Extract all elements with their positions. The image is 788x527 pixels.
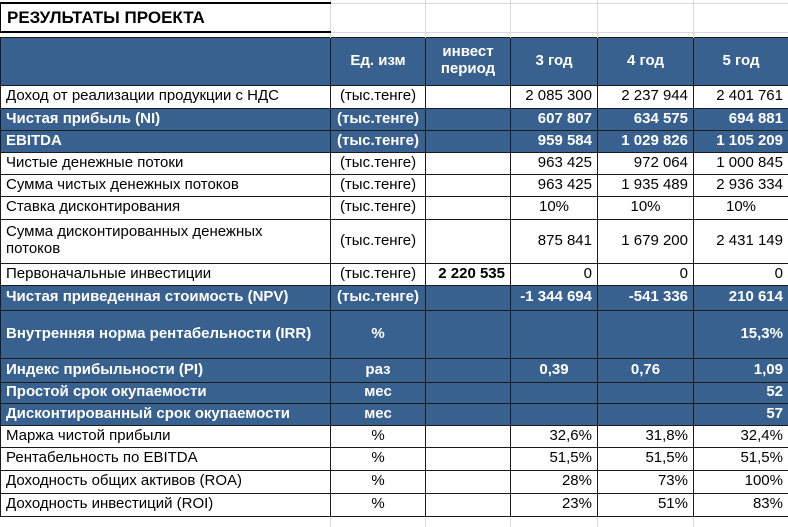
- cell-year4[interactable]: 972 064: [598, 152, 694, 174]
- page-title[interactable]: РЕЗУЛЬТАТЫ ПРОЕКТА: [1, 3, 331, 32]
- cell-year3[interactable]: 963 425: [511, 152, 598, 174]
- empty-cell[interactable]: [694, 516, 788, 527]
- cell-year5[interactable]: 1 105 209: [694, 130, 788, 152]
- cell-year3[interactable]: 32,6%: [511, 425, 598, 447]
- bottom-partial-row: [1, 516, 788, 527]
- cell-invest-period[interactable]: [426, 493, 511, 516]
- cell-unit[interactable]: (тыс.тенге): [331, 263, 426, 285]
- table-row: [1, 493, 788, 516]
- cell-year3[interactable]: 963 425: [511, 174, 598, 196]
- row-label[interactable]: Внутренняя норма рентабельности (IRR): [1, 310, 331, 358]
- cell-year4[interactable]: [598, 310, 694, 358]
- cell-unit[interactable]: (тыс.тенге): [331, 108, 426, 130]
- table-row: [1, 403, 788, 425]
- cell-year4[interactable]: 0,76: [598, 358, 694, 382]
- table-row: [1, 358, 788, 382]
- cell-year4[interactable]: 51,5%: [598, 447, 694, 470]
- empty-cell[interactable]: [694, 3, 788, 32]
- table-row: [1, 447, 788, 470]
- cell-unit[interactable]: %: [331, 493, 426, 516]
- cell-year5[interactable]: 100%: [694, 470, 788, 493]
- cell-year4[interactable]: 1 679 200: [598, 219, 694, 263]
- row-label[interactable]: Индекс прибыльности (PI): [1, 358, 331, 382]
- cell-year3[interactable]: 2 085 300: [511, 85, 598, 108]
- cell-year5[interactable]: 694 881: [694, 108, 788, 130]
- row-label[interactable]: Чистые денежные потоки: [1, 152, 331, 174]
- column-header-unit[interactable]: Ед. изм: [331, 37, 426, 85]
- header-row: [1, 37, 788, 85]
- cell-year4[interactable]: -541 336: [598, 285, 694, 310]
- cell-invest-period[interactable]: [426, 219, 511, 263]
- row-label[interactable]: Ставка дисконтирования: [1, 196, 331, 219]
- cell-year3[interactable]: 875 841: [511, 219, 598, 263]
- row-label[interactable]: Маржа чистой прибыли: [1, 425, 331, 447]
- row-label[interactable]: Сумма чистых денежных потоков: [1, 174, 331, 196]
- column-header-year4[interactable]: 4 год: [598, 37, 694, 85]
- cell-year4[interactable]: 634 575: [598, 108, 694, 130]
- cell-year5[interactable]: 2 431 149: [694, 219, 788, 263]
- cell-unit[interactable]: %: [331, 310, 426, 358]
- cell-invest-period[interactable]: 2 220 535: [426, 263, 511, 285]
- cell-invest-period[interactable]: [426, 152, 511, 174]
- table-row: [1, 196, 788, 219]
- column-header-year3[interactable]: 3 год: [511, 37, 598, 85]
- cell-unit[interactable]: мес: [331, 403, 426, 425]
- table-row: [1, 219, 788, 263]
- cell-unit[interactable]: мес: [331, 382, 426, 403]
- cell-invest-period[interactable]: [426, 85, 511, 108]
- table-row: [1, 174, 788, 196]
- cell-invest-period[interactable]: [426, 382, 511, 403]
- table-row: [1, 285, 788, 310]
- row-label[interactable]: Доходность инвестиций (ROI): [1, 493, 331, 516]
- cell-invest-period[interactable]: [426, 196, 511, 219]
- cell-year5[interactable]: 1,09: [694, 358, 788, 382]
- cell-unit[interactable]: (тыс.тенге): [331, 85, 426, 108]
- cell-year4[interactable]: 1 935 489: [598, 174, 694, 196]
- row-label[interactable]: Чистая прибыль (NI): [1, 108, 331, 130]
- row-label[interactable]: Доход от реализации продукции с НДС: [1, 85, 331, 108]
- cell-unit[interactable]: %: [331, 470, 426, 493]
- cell-invest-period[interactable]: [426, 310, 511, 358]
- cell-year5[interactable]: 0: [694, 263, 788, 285]
- column-header-invest-period[interactable]: инвест период: [426, 37, 511, 85]
- empty-cell[interactable]: [1, 516, 331, 527]
- empty-cell[interactable]: [511, 516, 598, 527]
- cell-year4[interactable]: [598, 403, 694, 425]
- row-label[interactable]: Простой срок окупаемости: [1, 382, 331, 403]
- cell-invest-period[interactable]: [426, 174, 511, 196]
- cell-unit[interactable]: %: [331, 425, 426, 447]
- empty-cell[interactable]: [598, 3, 694, 32]
- table-row: [1, 310, 788, 358]
- row-label[interactable]: Доходность общих активов (ROA): [1, 470, 331, 493]
- row-label[interactable]: Первоначальные инвестиции: [1, 263, 331, 285]
- cell-year3[interactable]: 0,39: [511, 358, 598, 382]
- cell-year4[interactable]: 1 029 826: [598, 130, 694, 152]
- row-label[interactable]: Дисконтированный срок окупаемости: [1, 403, 331, 425]
- cell-year4[interactable]: 31,8%: [598, 425, 694, 447]
- cell-invest-period[interactable]: [426, 447, 511, 470]
- empty-cell[interactable]: [511, 3, 598, 32]
- cell-year5[interactable]: 15,3%: [694, 310, 788, 358]
- cell-year5[interactable]: 210 614: [694, 285, 788, 310]
- row-label[interactable]: EBITDA: [1, 130, 331, 152]
- cell-unit[interactable]: (тыс.тенге): [331, 152, 426, 174]
- cell-year5[interactable]: 83%: [694, 493, 788, 516]
- table-row: [1, 85, 788, 108]
- row-label[interactable]: Чистая приведенная стоимость (NPV): [1, 285, 331, 310]
- empty-cell[interactable]: [426, 3, 511, 32]
- empty-cell[interactable]: [426, 516, 511, 527]
- row-label[interactable]: Сумма дисконтированных денежных потоков: [1, 219, 331, 263]
- empty-cell[interactable]: [331, 516, 426, 527]
- cell-year3[interactable]: 23%: [511, 493, 598, 516]
- cell-year3[interactable]: 51,5%: [511, 447, 598, 470]
- cell-invest-period[interactable]: [426, 108, 511, 130]
- cell-year5[interactable]: 32,4%: [694, 425, 788, 447]
- title-row: [1, 3, 788, 32]
- cell-year4[interactable]: 51%: [598, 493, 694, 516]
- cell-year4[interactable]: [598, 382, 694, 403]
- cell-year3[interactable]: [511, 382, 598, 403]
- table-body: [1, 85, 788, 516]
- cell-year4[interactable]: 73%: [598, 470, 694, 493]
- cell-year5[interactable]: 57: [694, 403, 788, 425]
- cell-invest-period[interactable]: [426, 425, 511, 447]
- cell-year4[interactable]: 0: [598, 263, 694, 285]
- cell-year4[interactable]: 2 237 944: [598, 85, 694, 108]
- cell-unit[interactable]: (тыс.тенге): [331, 219, 426, 263]
- table-row: [1, 425, 788, 447]
- cell-year5[interactable]: 1 000 845: [694, 152, 788, 174]
- cell-year5[interactable]: 10%: [694, 196, 788, 219]
- cell-year3[interactable]: [511, 403, 598, 425]
- cell-unit[interactable]: (тыс.тенге): [331, 130, 426, 152]
- cell-year3[interactable]: 607 807: [511, 108, 598, 130]
- column-header-year5[interactable]: 5 год: [694, 37, 788, 85]
- table-row: [1, 470, 788, 493]
- cell-year5[interactable]: 52: [694, 382, 788, 403]
- table-row: [1, 152, 788, 174]
- cell-year4[interactable]: 10%: [598, 196, 694, 219]
- table-row: [1, 382, 788, 403]
- cell-year3[interactable]: -1 344 694: [511, 285, 598, 310]
- row-label[interactable]: Рентабельность по EBITDA: [1, 447, 331, 470]
- cell-year3[interactable]: 28%: [511, 470, 598, 493]
- cell-year5[interactable]: 51,5%: [694, 447, 788, 470]
- cell-invest-period[interactable]: [426, 403, 511, 425]
- cell-year5[interactable]: 2 936 334: [694, 174, 788, 196]
- column-header-label[interactable]: [1, 37, 331, 85]
- cell-unit[interactable]: раз: [331, 358, 426, 382]
- cell-unit[interactable]: (тыс.тенге): [331, 174, 426, 196]
- table-row: [1, 108, 788, 130]
- empty-cell[interactable]: [331, 3, 426, 32]
- cell-year3[interactable]: [511, 310, 598, 358]
- cell-year3[interactable]: 0: [511, 263, 598, 285]
- cell-invest-period[interactable]: [426, 358, 511, 382]
- cell-invest-period[interactable]: [426, 285, 511, 310]
- table-row: [1, 263, 788, 285]
- table-row: [1, 130, 788, 152]
- cell-year3[interactable]: 10%: [511, 196, 598, 219]
- cell-invest-period[interactable]: [426, 470, 511, 493]
- cell-year5[interactable]: 2 401 761: [694, 85, 788, 108]
- cell-unit[interactable]: %: [331, 447, 426, 470]
- cell-invest-period[interactable]: [426, 130, 511, 152]
- cell-year3[interactable]: 959 584: [511, 130, 598, 152]
- cell-unit[interactable]: (тыс.тенге): [331, 196, 426, 219]
- cell-unit[interactable]: (тыс.тенге): [331, 285, 426, 310]
- empty-cell[interactable]: [598, 516, 694, 527]
